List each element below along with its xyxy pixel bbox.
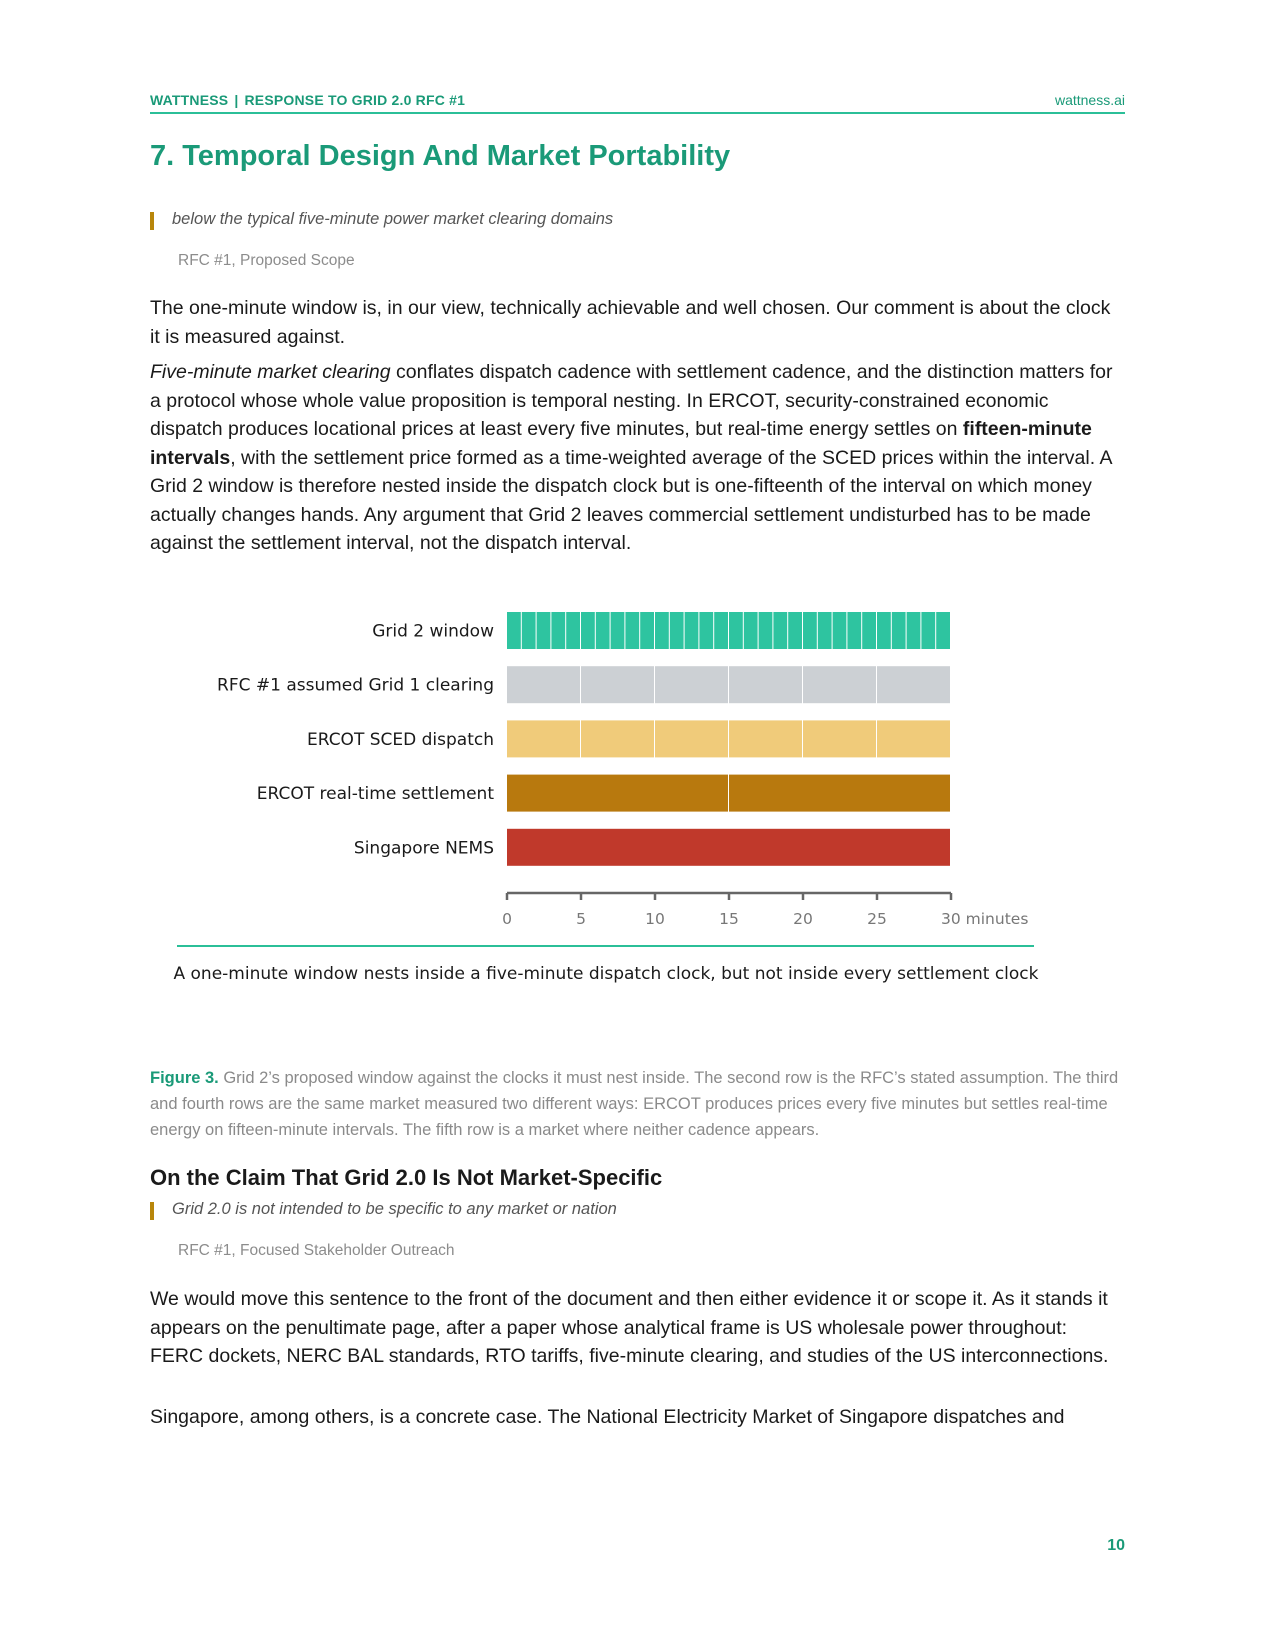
quote-text: below the typical five-minute power market clearing domains [172,210,614,228]
interval-bar [788,612,802,649]
interval-bar [507,612,521,649]
interval-bar [537,612,551,649]
interval-bar [818,612,832,649]
x-tick-label: 15 [719,910,739,928]
interval-bar [655,612,669,649]
interval-bar [507,829,950,866]
interval-bar [803,720,876,757]
interval-bar [877,720,950,757]
interval-bar [596,612,610,649]
series-label: ERCOT SCED dispatch [306,729,494,750]
figure-caption-text: Grid 2’s proposed window against the clocks it must nest inside. The second row is the RFC’s stated assumption. The third and fourth rows are the same market measured two different ways: ERCOT produces prices every five minutes but settles real-time energy on fifteen-minute intervals. The fifth row is a market where neither cadence appears. [150,1069,1119,1139]
interval-bar [566,612,580,649]
interval-bar [507,720,580,757]
figure-caption [150,1065,1125,1143]
paragraph-2-part2: , with the settlement price formed as a time-weighted average of the SCED prices within the interval. A Grid 2 window is therefore nested inside the dispatch clock but is one-fifteenth of the interval on which money actually changes hands. Any argument that Grid 2 leaves commercial settlement undisturbed has to be made against the settlement interval, not the dispatch interval. [150,446,1112,554]
interval-bar [803,612,817,649]
interval-bar [921,612,935,649]
chart-title: A one-minute window nests inside a five-minute dispatch clock, but not inside every settlement clock [173,964,1039,984]
header-separator: | [234,92,239,108]
interval-bar [714,612,728,649]
interval-bar [655,666,728,703]
interval-bar [877,666,950,703]
interval-bar [773,612,787,649]
figure-3-chart [150,600,1125,1020]
paragraph-2-part1: conflates dispatch cadence with settlement cadence, and the distinction matters for a protocol whose whole value proposition is temporal nesting. In ERCOT, security-constrained economic dispatch produces locational prices at least every five minutes, but real-time energy settles on [150,361,1113,440]
series-label: Grid 2 window [372,621,494,642]
quote-source: RFC #1, Proposed Scope [178,252,355,269]
interval-bar [581,612,595,649]
paragraph-2-lead: Five-minute market clearing [150,361,391,383]
interval-bar [685,612,699,649]
x-tick-label: 20 [793,910,813,928]
running-header [150,90,1125,114]
x-tick-label: 25 [867,910,887,928]
chart-svg [150,600,1125,1020]
interval-bar [551,612,565,649]
paragraph-3: We would move this sentence to the front of the document and then either evidence it or scope it. As it stands it appears on the penultimate page, after a paper whose analytical frame is US wholesale power throughout: FERC dockets, NERC BAL standards, RTO tariffs, five-minute clearing, and studies of the US interconnections. [150,1288,1109,1367]
subsection-title: On the Claim That Grid 2.0 Is Not Market-Specific [150,1165,663,1190]
interval-bar [862,612,876,649]
interval-bar [625,612,639,649]
interval-bar [507,775,728,812]
quote-bar [150,1202,154,1220]
quote-text: Grid 2.0 is not intended to be specific to any market or nation [172,1200,617,1218]
paragraph-2 [150,358,1125,558]
interval-bar [729,612,743,649]
interval-bar [640,612,654,649]
series-label: ERCOT real-time settlement [256,784,494,805]
figure-label: Figure 3. [150,1069,219,1087]
paragraph-2-bold: fifteen-minute intervals [150,418,1092,469]
interval-bar [936,612,950,649]
paragraph-1: The one-minute window is, in our view, technically achievable and well chosen. Our comment is about the clock it is measured against. [150,297,1111,348]
quote-source: RFC #1, Focused Stakeholder Outreach [178,1242,455,1259]
header-doc: RESPONSE TO GRID 2.0 RFC #1 [244,92,466,108]
quote-bar [150,212,154,230]
x-tick-label: 5 [576,910,586,928]
interval-bar [833,612,847,649]
interval-bar [907,612,921,649]
interval-bar [729,720,802,757]
x-tick-label: 0 [502,910,512,928]
interval-bar [581,720,654,757]
interval-bar [522,612,536,649]
page-number: 10 [1107,1537,1125,1554]
series-label: RFC #1 assumed Grid 1 clearing [217,675,494,696]
header-org: WATTNESS [150,92,229,108]
interval-bar [655,720,728,757]
x-tick-label: 10 [645,910,665,928]
interval-bar [581,666,654,703]
interval-bar [611,612,625,649]
x-tick-label: 30 minutes [941,910,1029,928]
header-site-link[interactable]: wattness.ai [1054,92,1125,108]
interval-bar [803,666,876,703]
interval-bar [847,612,861,649]
interval-bar [729,666,802,703]
interval-bar [670,612,684,649]
interval-bar [877,612,891,649]
interval-bar [507,666,580,703]
header-title [150,92,465,108]
interval-bar [744,612,758,649]
interval-bar [759,612,773,649]
section-title: 7. Temporal Design And Market Portability [150,140,731,172]
series-label: Singapore NEMS [353,838,494,859]
paragraph-4: Singapore, among others, is a concrete case. The National Electricity Market of Singapore dispatches and [150,1406,1065,1428]
interval-bar [892,612,906,649]
interval-bar [699,612,713,649]
interval-bar [729,775,950,812]
